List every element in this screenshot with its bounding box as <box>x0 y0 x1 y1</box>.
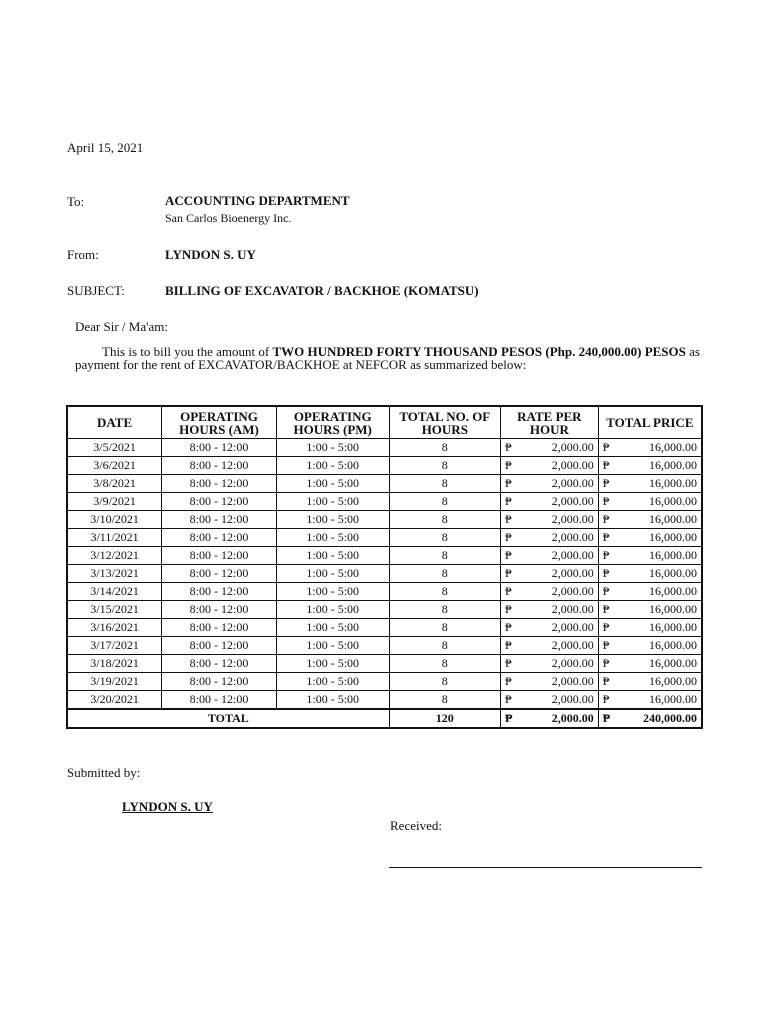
billing-table <box>66 405 703 729</box>
body-text-part2: as payment for the rent of EXCAVATOR/BACKHOE at NEFCOR as summarized below: <box>75 344 700 372</box>
row-rate-cell <box>501 637 599 655</box>
row-price: 16,000.00 <box>649 620 697 634</box>
signatory-name: LYNDON S. UY <box>122 799 213 814</box>
row-price: 16,000.00 <box>649 548 697 562</box>
row-hours-pm: 1:00 - 5:00 <box>276 439 389 457</box>
row-hours-am: 8:00 - 12:00 <box>162 691 277 710</box>
row-price: 16,000.00 <box>649 530 697 544</box>
total-price: 240,000.00 <box>643 711 697 725</box>
peso-sign: ₱ <box>602 674 610 688</box>
table-row <box>67 439 702 457</box>
peso-sign: ₱ <box>602 620 610 634</box>
row-total-hours: 8 <box>389 475 500 493</box>
row-rate-cell <box>501 529 599 547</box>
subject-label: SUBJECT: <box>67 283 125 298</box>
peso-sign: ₱ <box>505 620 512 634</box>
row-hours-am: 8:00 - 12:00 <box>162 439 277 457</box>
header-operating-hours-pm: OPERATING HOURS (PM) <box>276 406 389 439</box>
row-rate-cell <box>501 619 599 637</box>
row-rate: 2,000.00 <box>551 566 594 580</box>
row-rate-cell <box>501 475 599 493</box>
row-hours-am: 8:00 - 12:00 <box>162 655 277 673</box>
table-row <box>67 529 702 547</box>
row-rate-cell <box>501 691 599 710</box>
row-rate-cell <box>501 457 599 475</box>
total-hours: 120 <box>389 709 500 728</box>
peso-sign: ₱ <box>505 458 512 472</box>
row-total-hours: 8 <box>389 673 500 691</box>
row-rate: 2,000.00 <box>551 674 594 688</box>
row-date: 3/16/2021 <box>67 619 162 637</box>
to-label: To: <box>67 194 85 209</box>
row-hours-am: 8:00 - 12:00 <box>162 601 277 619</box>
peso-sign: ₱ <box>505 711 513 725</box>
letter-date: April 15, 2021 <box>67 140 144 155</box>
peso-sign: ₱ <box>505 548 512 562</box>
row-date: 3/11/2021 <box>67 529 162 547</box>
row-hours-am: 8:00 - 12:00 <box>162 547 277 565</box>
row-price-cell <box>598 691 702 710</box>
row-date: 3/18/2021 <box>67 655 162 673</box>
row-price-cell <box>598 565 702 583</box>
row-rate: 2,000.00 <box>551 620 594 634</box>
peso-sign: ₱ <box>602 512 610 526</box>
peso-sign: ₱ <box>602 458 610 472</box>
row-hours-pm: 1:00 - 5:00 <box>276 583 389 601</box>
peso-sign: ₱ <box>505 512 512 526</box>
peso-sign: ₱ <box>602 530 610 544</box>
row-hours-pm: 1:00 - 5:00 <box>276 547 389 565</box>
row-rate-cell <box>501 601 599 619</box>
row-total-hours: 8 <box>389 655 500 673</box>
row-price-cell <box>598 655 702 673</box>
peso-sign: ₱ <box>602 440 610 454</box>
row-rate: 2,000.00 <box>551 440 594 454</box>
row-price: 16,000.00 <box>649 584 697 598</box>
row-price-cell <box>598 511 702 529</box>
row-date: 3/12/2021 <box>67 547 162 565</box>
peso-sign: ₱ <box>602 711 611 725</box>
row-price-cell <box>598 547 702 565</box>
row-rate: 2,000.00 <box>551 512 594 526</box>
table-row <box>67 475 702 493</box>
peso-sign: ₱ <box>505 584 512 598</box>
row-date: 3/20/2021 <box>67 691 162 710</box>
row-rate: 2,000.00 <box>551 602 594 616</box>
peso-sign: ₱ <box>505 530 512 544</box>
table-header-row <box>67 406 702 439</box>
row-rate-cell <box>501 673 599 691</box>
peso-sign: ₱ <box>602 548 610 562</box>
row-date: 3/6/2021 <box>67 457 162 475</box>
row-rate-cell <box>501 439 599 457</box>
greeting: Dear Sir / Ma'am: <box>75 319 168 334</box>
sender-name: LYNDON S. UY <box>165 247 256 262</box>
total-price-cell <box>598 709 702 728</box>
row-price: 16,000.00 <box>649 440 697 454</box>
total-rate-cell <box>501 709 599 728</box>
body-amount-words: TWO HUNDRED FORTY THOUSAND PESOS (Php. 240,000.00) PESOS <box>272 344 686 359</box>
row-price-cell <box>598 673 702 691</box>
row-rate: 2,000.00 <box>551 692 594 706</box>
peso-sign: ₱ <box>602 638 610 652</box>
submitted-by-label: Submitted by: <box>67 765 141 780</box>
row-price: 16,000.00 <box>649 476 697 490</box>
table-row <box>67 655 702 673</box>
table-row <box>67 583 702 601</box>
total-label: TOTAL <box>67 709 389 728</box>
row-hours-pm: 1:00 - 5:00 <box>276 637 389 655</box>
row-hours-am: 8:00 - 12:00 <box>162 529 277 547</box>
peso-sign: ₱ <box>602 494 610 508</box>
row-date: 3/17/2021 <box>67 637 162 655</box>
row-date: 3/8/2021 <box>67 475 162 493</box>
peso-sign: ₱ <box>505 476 512 490</box>
header-date: DATE <box>67 406 162 439</box>
row-hours-pm: 1:00 - 5:00 <box>276 691 389 710</box>
row-price-cell <box>598 637 702 655</box>
body-paragraph <box>75 345 705 371</box>
table-row <box>67 619 702 637</box>
row-rate-cell <box>501 493 599 511</box>
row-rate: 2,000.00 <box>551 494 594 508</box>
row-total-hours: 8 <box>389 457 500 475</box>
row-total-hours: 8 <box>389 601 500 619</box>
total-rate: 2,000.00 <box>551 711 594 725</box>
row-total-hours: 8 <box>389 583 500 601</box>
row-rate-cell <box>501 583 599 601</box>
row-price-cell <box>598 475 702 493</box>
table-row <box>67 511 702 529</box>
row-price: 16,000.00 <box>649 494 697 508</box>
recipient-name: ACCOUNTING DEPARTMENT <box>165 193 350 208</box>
row-price-cell <box>598 583 702 601</box>
row-price-cell <box>598 493 702 511</box>
row-rate: 2,000.00 <box>551 548 594 562</box>
row-hours-pm: 1:00 - 5:00 <box>276 619 389 637</box>
row-hours-am: 8:00 - 12:00 <box>162 511 277 529</box>
row-rate-cell <box>501 565 599 583</box>
row-price: 16,000.00 <box>649 674 697 688</box>
row-price: 16,000.00 <box>649 656 697 670</box>
row-rate: 2,000.00 <box>551 638 594 652</box>
peso-sign: ₱ <box>602 602 610 616</box>
row-total-hours: 8 <box>389 511 500 529</box>
row-date: 3/13/2021 <box>67 565 162 583</box>
peso-sign: ₱ <box>602 656 610 670</box>
row-price-cell <box>598 619 702 637</box>
peso-sign: ₱ <box>602 476 610 490</box>
row-rate: 2,000.00 <box>551 584 594 598</box>
row-price: 16,000.00 <box>649 458 697 472</box>
row-price-cell <box>598 601 702 619</box>
row-hours-pm: 1:00 - 5:00 <box>276 565 389 583</box>
table-row <box>67 601 702 619</box>
row-price: 16,000.00 <box>649 602 697 616</box>
row-rate: 2,000.00 <box>551 530 594 544</box>
row-price: 16,000.00 <box>649 512 697 526</box>
row-price-cell <box>598 439 702 457</box>
row-date: 3/14/2021 <box>67 583 162 601</box>
peso-sign: ₱ <box>505 692 512 706</box>
peso-sign: ₱ <box>505 566 512 580</box>
header-rate-per-hour: RATE PER HOUR <box>501 406 599 439</box>
row-hours-am: 8:00 - 12:00 <box>162 637 277 655</box>
row-hours-pm: 1:00 - 5:00 <box>276 511 389 529</box>
row-rate-cell <box>501 511 599 529</box>
row-date: 3/15/2021 <box>67 601 162 619</box>
table-row <box>67 691 702 710</box>
row-price-cell <box>598 529 702 547</box>
row-total-hours: 8 <box>389 565 500 583</box>
row-total-hours: 8 <box>389 691 500 710</box>
table-row <box>67 565 702 583</box>
row-date: 3/19/2021 <box>67 673 162 691</box>
row-price-cell <box>598 457 702 475</box>
row-hours-pm: 1:00 - 5:00 <box>276 673 389 691</box>
row-hours-am: 8:00 - 12:00 <box>162 493 277 511</box>
header-total-price: TOTAL PRICE <box>598 406 702 439</box>
header-operating-hours-am: OPERATING HOURS (AM) <box>162 406 277 439</box>
row-date: 3/10/2021 <box>67 511 162 529</box>
row-price: 16,000.00 <box>649 566 697 580</box>
peso-sign: ₱ <box>505 638 512 652</box>
row-total-hours: 8 <box>389 529 500 547</box>
row-hours-am: 8:00 - 12:00 <box>162 583 277 601</box>
row-hours-am: 8:00 - 12:00 <box>162 619 277 637</box>
row-total-hours: 8 <box>389 493 500 511</box>
row-hours-am: 8:00 - 12:00 <box>162 457 277 475</box>
header-total-hours: TOTAL NO. OF HOURS <box>389 406 500 439</box>
row-hours-pm: 1:00 - 5:00 <box>276 601 389 619</box>
received-label: Received: <box>390 818 442 833</box>
row-price: 16,000.00 <box>649 692 697 706</box>
row-hours-am: 8:00 - 12:00 <box>162 565 277 583</box>
row-total-hours: 8 <box>389 547 500 565</box>
body-text-part1: This is to bill you the amount of <box>102 344 273 359</box>
row-total-hours: 8 <box>389 637 500 655</box>
table-row <box>67 457 702 475</box>
table-row <box>67 493 702 511</box>
signature-line <box>389 867 702 868</box>
row-date: 3/9/2021 <box>67 493 162 511</box>
peso-sign: ₱ <box>505 656 512 670</box>
recipient-company: San Carlos Bioenergy Inc. <box>165 211 292 225</box>
peso-sign: ₱ <box>602 692 610 706</box>
row-hours-pm: 1:00 - 5:00 <box>276 475 389 493</box>
row-rate: 2,000.00 <box>551 656 594 670</box>
peso-sign: ₱ <box>505 602 512 616</box>
row-total-hours: 8 <box>389 619 500 637</box>
row-hours-pm: 1:00 - 5:00 <box>276 655 389 673</box>
peso-sign: ₱ <box>505 494 512 508</box>
row-hours-pm: 1:00 - 5:00 <box>276 529 389 547</box>
peso-sign: ₱ <box>505 440 512 454</box>
row-price: 16,000.00 <box>649 638 697 652</box>
table-row <box>67 547 702 565</box>
row-hours-pm: 1:00 - 5:00 <box>276 493 389 511</box>
row-date: 3/5/2021 <box>67 439 162 457</box>
peso-sign: ₱ <box>505 674 512 688</box>
total-row <box>67 709 702 728</box>
row-rate-cell <box>501 547 599 565</box>
peso-sign: ₱ <box>602 584 610 598</box>
row-rate-cell <box>501 655 599 673</box>
row-hours-am: 8:00 - 12:00 <box>162 673 277 691</box>
row-rate: 2,000.00 <box>551 476 594 490</box>
table-body <box>67 439 702 710</box>
peso-sign: ₱ <box>602 566 610 580</box>
row-rate: 2,000.00 <box>551 458 594 472</box>
row-hours-am: 8:00 - 12:00 <box>162 475 277 493</box>
subject-text: BILLING OF EXCAVATOR / BACKHOE (KOMATSU) <box>165 283 479 298</box>
row-total-hours: 8 <box>389 439 500 457</box>
table-row <box>67 673 702 691</box>
row-hours-pm: 1:00 - 5:00 <box>276 457 389 475</box>
from-label: From: <box>67 247 99 262</box>
table-row <box>67 637 702 655</box>
